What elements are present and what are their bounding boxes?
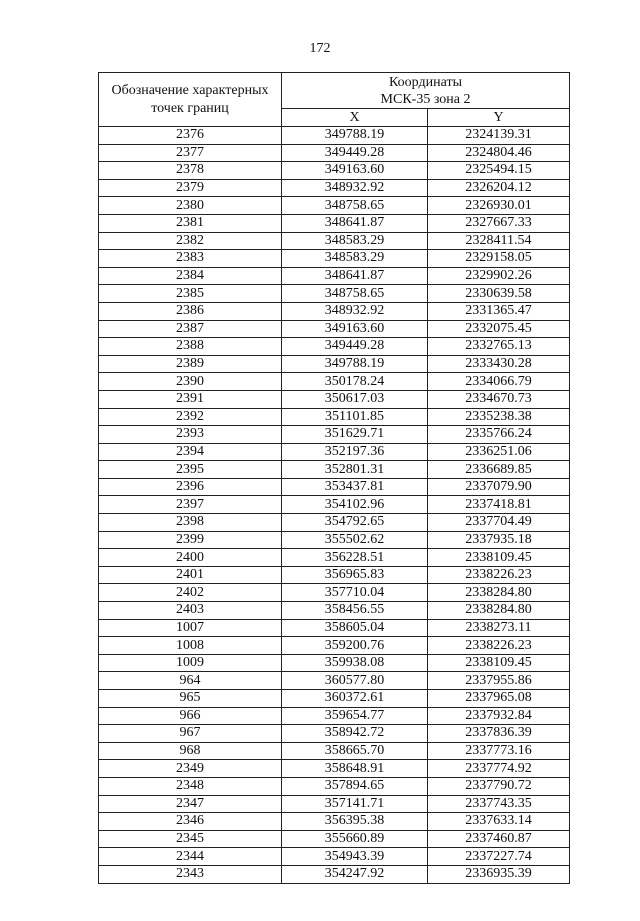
point-id-cell: 2344 <box>99 848 282 866</box>
table-row <box>99 232 570 250</box>
table-row <box>99 865 570 883</box>
point-id-cell: 2382 <box>99 232 282 250</box>
table-row <box>99 725 570 743</box>
y-coordinate-cell: 2337774.92 <box>428 760 570 778</box>
table-row <box>99 390 570 408</box>
x-coordinate-cell: 349163.60 <box>282 320 428 338</box>
x-coordinate-cell: 358456.55 <box>282 602 428 620</box>
table-row <box>99 302 570 320</box>
y-coordinate-cell: 2325494.15 <box>428 162 570 180</box>
x-coordinate-cell: 354247.92 <box>282 865 428 883</box>
x-coordinate-cell: 359938.08 <box>282 654 428 672</box>
x-coordinate-cell: 350617.03 <box>282 390 428 408</box>
x-coordinate-cell: 348758.65 <box>282 285 428 303</box>
y-coordinate-cell: 2329902.26 <box>428 267 570 285</box>
point-id-cell: 2403 <box>99 602 282 620</box>
x-coordinate-cell: 349788.19 <box>282 355 428 373</box>
y-coordinate-cell: 2337836.39 <box>428 725 570 743</box>
y-coordinate-cell: 2338109.45 <box>428 654 570 672</box>
x-coordinate-cell: 348583.29 <box>282 232 428 250</box>
x-coordinate-cell: 349449.28 <box>282 144 428 162</box>
y-column-header: Y <box>428 109 570 127</box>
x-coordinate-cell: 351629.71 <box>282 426 428 444</box>
point-id-cell: 2345 <box>99 830 282 848</box>
point-id-cell: 2381 <box>99 214 282 232</box>
point-id-cell: 2394 <box>99 443 282 461</box>
y-coordinate-cell: 2328411.54 <box>428 232 570 250</box>
y-coordinate-cell: 2336935.39 <box>428 865 570 883</box>
y-coordinate-cell: 2333430.28 <box>428 355 570 373</box>
y-coordinate-cell: 2326204.12 <box>428 179 570 197</box>
table-row <box>99 830 570 848</box>
table-row <box>99 514 570 532</box>
x-coordinate-cell: 358942.72 <box>282 725 428 743</box>
y-coordinate-cell: 2338284.80 <box>428 584 570 602</box>
table-row <box>99 162 570 180</box>
point-id-cell: 2397 <box>99 496 282 514</box>
y-coordinate-cell: 2329158.05 <box>428 250 570 268</box>
y-coordinate-cell: 2337955.86 <box>428 672 570 690</box>
x-coordinate-cell: 348932.92 <box>282 179 428 197</box>
table-row <box>99 795 570 813</box>
y-coordinate-cell: 2335238.38 <box>428 408 570 426</box>
point-id-cell: 2378 <box>99 162 282 180</box>
x-coordinate-cell: 351101.85 <box>282 408 428 426</box>
point-id-cell: 1008 <box>99 637 282 655</box>
table-row <box>99 549 570 567</box>
x-coordinate-cell: 355660.89 <box>282 830 428 848</box>
table-row <box>99 777 570 795</box>
point-id-cell: 2384 <box>99 267 282 285</box>
x-coordinate-cell: 360577.80 <box>282 672 428 690</box>
coordinate-system-label: МСК-35 зона 2 <box>380 91 471 107</box>
y-coordinate-cell: 2337773.16 <box>428 742 570 760</box>
x-coordinate-cell: 354102.96 <box>282 496 428 514</box>
table-row <box>99 619 570 637</box>
point-id-cell: 2377 <box>99 144 282 162</box>
table-row <box>99 267 570 285</box>
x-coordinate-cell: 359200.76 <box>282 637 428 655</box>
x-coordinate-cell: 352197.36 <box>282 443 428 461</box>
y-coordinate-cell: 2338226.23 <box>428 637 570 655</box>
table-row <box>99 443 570 461</box>
point-id-cell: 1007 <box>99 619 282 637</box>
point-id-cell: 2347 <box>99 795 282 813</box>
table-row <box>99 285 570 303</box>
x-coordinate-cell: 348641.87 <box>282 267 428 285</box>
x-coordinate-cell: 348932.92 <box>282 302 428 320</box>
x-coordinate-cell: 353437.81 <box>282 478 428 496</box>
table-row <box>99 813 570 831</box>
y-coordinate-cell: 2334670.73 <box>428 390 570 408</box>
y-coordinate-cell: 2337704.49 <box>428 514 570 532</box>
point-id-cell: 2393 <box>99 426 282 444</box>
table-row <box>99 531 570 549</box>
table-row <box>99 214 570 232</box>
y-coordinate-cell: 2326930.01 <box>428 197 570 215</box>
table-row <box>99 602 570 620</box>
x-coordinate-cell: 354943.39 <box>282 848 428 866</box>
table-row <box>99 760 570 778</box>
y-coordinate-cell: 2332075.45 <box>428 320 570 338</box>
table-row <box>99 584 570 602</box>
table-row <box>99 848 570 866</box>
table-row <box>99 742 570 760</box>
point-id-cell: 965 <box>99 690 282 708</box>
y-coordinate-cell: 2338226.23 <box>428 566 570 584</box>
table-row <box>99 461 570 479</box>
point-id-cell: 2346 <box>99 813 282 831</box>
table-row <box>99 408 570 426</box>
table-row <box>99 672 570 690</box>
point-id-cell: 967 <box>99 725 282 743</box>
x-coordinate-cell: 357141.71 <box>282 795 428 813</box>
table-row <box>99 179 570 197</box>
point-id-cell: 2395 <box>99 461 282 479</box>
point-id-cell: 2386 <box>99 302 282 320</box>
point-id-cell: 2349 <box>99 760 282 778</box>
point-id-cell: 2391 <box>99 390 282 408</box>
point-id-cell: 2389 <box>99 355 282 373</box>
table-row <box>99 566 570 584</box>
x-coordinate-cell: 358665.70 <box>282 742 428 760</box>
y-coordinate-cell: 2338109.45 <box>428 549 570 567</box>
x-coordinate-cell: 348641.87 <box>282 214 428 232</box>
points-column-header: Обозначение характерных точек границ <box>99 73 282 127</box>
coordinates-group-header <box>282 73 570 109</box>
x-coordinate-cell: 357710.04 <box>282 584 428 602</box>
point-id-cell: 2376 <box>99 127 282 145</box>
point-id-cell: 2380 <box>99 197 282 215</box>
x-coordinate-cell: 358605.04 <box>282 619 428 637</box>
x-coordinate-cell: 360372.61 <box>282 690 428 708</box>
y-coordinate-cell: 2337418.81 <box>428 496 570 514</box>
table-row <box>99 250 570 268</box>
table-row <box>99 637 570 655</box>
x-coordinate-cell: 358648.91 <box>282 760 428 778</box>
y-coordinate-cell: 2337965.08 <box>428 690 570 708</box>
y-coordinate-cell: 2332765.13 <box>428 338 570 356</box>
x-coordinate-cell: 352801.31 <box>282 461 428 479</box>
point-id-cell: 2348 <box>99 777 282 795</box>
y-coordinate-cell: 2334066.79 <box>428 373 570 391</box>
point-id-cell: 964 <box>99 672 282 690</box>
x-coordinate-cell: 350178.24 <box>282 373 428 391</box>
y-coordinate-cell: 2336251.06 <box>428 443 570 461</box>
point-id-cell: 2390 <box>99 373 282 391</box>
table-row <box>99 690 570 708</box>
y-coordinate-cell: 2337935.18 <box>428 531 570 549</box>
point-id-cell: 2402 <box>99 584 282 602</box>
table-header <box>99 73 570 127</box>
coordinates-label: Координаты <box>389 74 462 90</box>
point-id-cell: 2399 <box>99 531 282 549</box>
table-row <box>99 197 570 215</box>
y-coordinate-cell: 2327667.33 <box>428 214 570 232</box>
point-id-cell: 2392 <box>99 408 282 426</box>
x-coordinate-cell: 357894.65 <box>282 777 428 795</box>
y-coordinate-cell: 2337460.87 <box>428 830 570 848</box>
x-coordinate-cell: 349449.28 <box>282 338 428 356</box>
y-coordinate-cell: 2337932.84 <box>428 707 570 725</box>
table-body <box>99 127 570 884</box>
x-coordinate-cell: 349163.60 <box>282 162 428 180</box>
y-coordinate-cell: 2337790.72 <box>428 777 570 795</box>
point-id-cell: 2385 <box>99 285 282 303</box>
y-coordinate-cell: 2330639.58 <box>428 285 570 303</box>
x-coordinate-cell: 354792.65 <box>282 514 428 532</box>
point-id-cell: 1009 <box>99 654 282 672</box>
point-id-cell: 2401 <box>99 566 282 584</box>
page-number: 172 <box>309 41 331 56</box>
table-row <box>99 144 570 162</box>
point-id-cell: 2396 <box>99 478 282 496</box>
table-row <box>99 127 570 145</box>
table-row <box>99 320 570 338</box>
x-coordinate-cell: 356228.51 <box>282 549 428 567</box>
point-id-cell: 2398 <box>99 514 282 532</box>
y-coordinate-cell: 2336689.85 <box>428 461 570 479</box>
table-row <box>99 426 570 444</box>
point-id-cell: 2387 <box>99 320 282 338</box>
x-coordinate-cell: 348758.65 <box>282 197 428 215</box>
y-coordinate-cell: 2331365.47 <box>428 302 570 320</box>
y-coordinate-cell: 2324804.46 <box>428 144 570 162</box>
point-id-cell: 2388 <box>99 338 282 356</box>
point-id-cell: 966 <box>99 707 282 725</box>
x-column-header: X <box>282 109 428 127</box>
table-row <box>99 654 570 672</box>
coordinates-table <box>98 72 570 884</box>
y-coordinate-cell: 2337079.90 <box>428 478 570 496</box>
x-coordinate-cell: 356965.83 <box>282 566 428 584</box>
x-coordinate-cell: 359654.77 <box>282 707 428 725</box>
y-coordinate-cell: 2337743.35 <box>428 795 570 813</box>
table-row <box>99 478 570 496</box>
table-row <box>99 496 570 514</box>
y-coordinate-cell: 2338273.11 <box>428 619 570 637</box>
x-coordinate-cell: 355502.62 <box>282 531 428 549</box>
y-coordinate-cell: 2324139.31 <box>428 127 570 145</box>
y-coordinate-cell: 2338284.80 <box>428 602 570 620</box>
point-id-cell: 2379 <box>99 179 282 197</box>
table-row <box>99 338 570 356</box>
x-coordinate-cell: 348583.29 <box>282 250 428 268</box>
y-coordinate-cell: 2337633.14 <box>428 813 570 831</box>
point-id-cell: 968 <box>99 742 282 760</box>
x-coordinate-cell: 349788.19 <box>282 127 428 145</box>
table-row <box>99 355 570 373</box>
y-coordinate-cell: 2335766.24 <box>428 426 570 444</box>
point-id-cell: 2383 <box>99 250 282 268</box>
x-coordinate-cell: 356395.38 <box>282 813 428 831</box>
y-coordinate-cell: 2337227.74 <box>428 848 570 866</box>
table-row <box>99 373 570 391</box>
table-row <box>99 707 570 725</box>
point-id-cell: 2400 <box>99 549 282 567</box>
point-id-cell: 2343 <box>99 865 282 883</box>
